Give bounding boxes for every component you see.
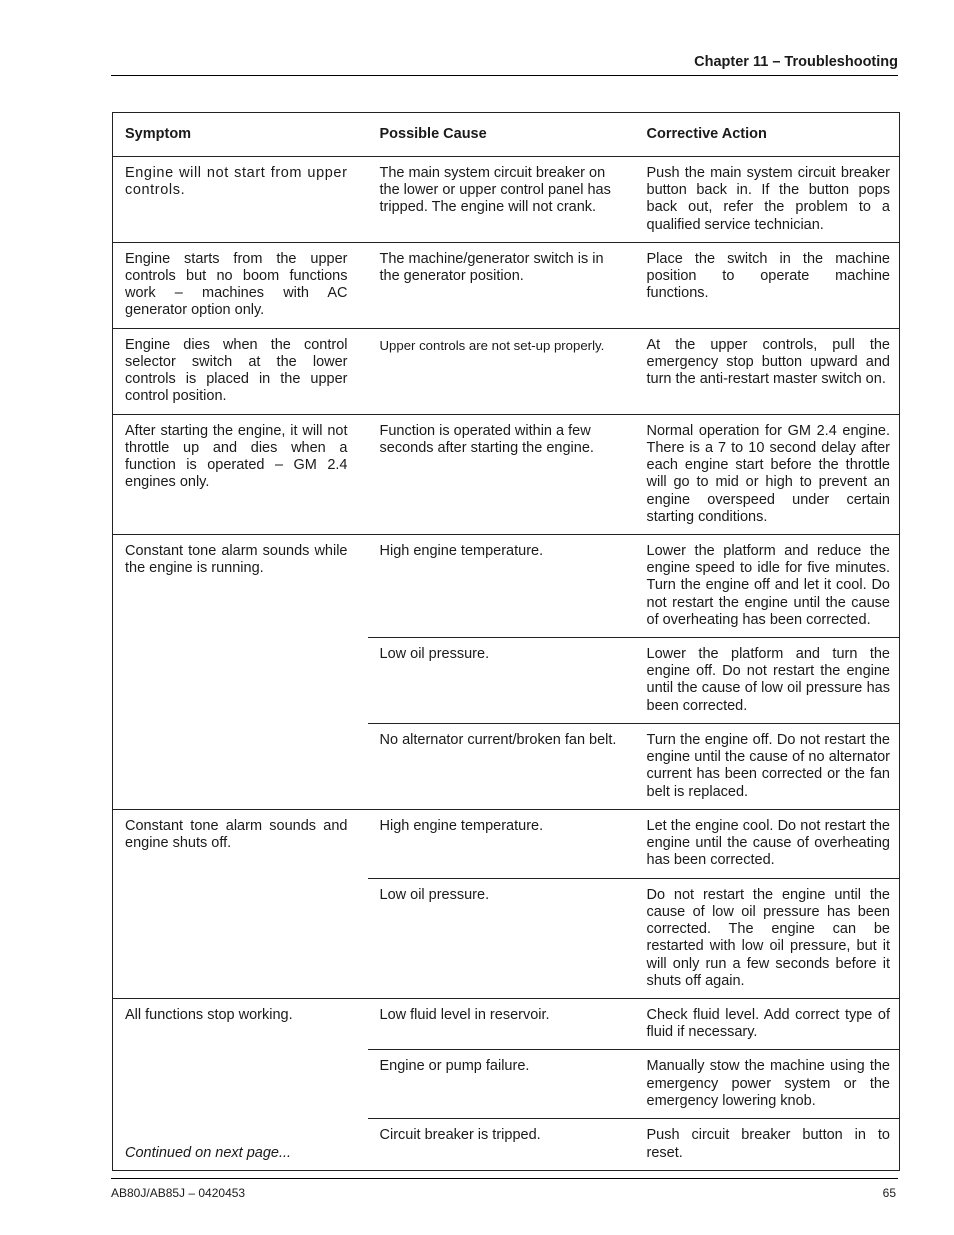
cause-cell: Low oil pressure.	[368, 878, 635, 998]
action-cell: Do not restart the engine until the cause of low oil pressure has been corrected. The engine can be restarted with low oil pressure, but it will only run a few seconds before it shuts off again.	[635, 878, 900, 998]
column-header-action: Corrective Action	[635, 113, 900, 157]
header-rule	[111, 75, 898, 76]
symptom-cell: Engine dies when the control selector switch at the lower controls is placed in the upper control position.	[113, 328, 368, 414]
symptom-cell: Engine will not start from upper controls.	[113, 157, 368, 243]
symptom-cell: Constant tone alarm sounds while the engine is running.	[113, 535, 368, 810]
cause-cell: Low oil pressure.	[368, 638, 635, 724]
cause-cell: Circuit breaker is tripped.	[379, 1127, 541, 1144]
page-number: 65	[882, 1186, 896, 1200]
cause-cell: The machine/generator switch is in the generator position.	[368, 242, 635, 328]
action-cell: At the upper controls, pull the emergency stop button upward and turn the anti-restart master switch on.	[635, 328, 900, 414]
table-row	[113, 157, 900, 243]
action-cell: Let the engine cool. Do not restart the engine until the cause of overheating has been corrected.	[635, 809, 900, 878]
table-header-row	[113, 113, 900, 157]
action-cell: Manually stow the machine using the emergency power system or the emergency lowering knob.	[635, 1050, 900, 1119]
continued-note: Continued on next page...	[125, 1144, 292, 1161]
table-row	[113, 242, 900, 328]
cause-cell: The main system circuit breaker on the lower or upper control panel has tripped. The engine will not crank.	[368, 157, 635, 243]
cause-cell: High engine temperature.	[368, 809, 635, 878]
cause-cell: Function is operated within a few seconds after starting the engine.	[368, 414, 635, 534]
action-cell: Lower the platform and reduce the engine speed to idle for five minutes. Turn the engine off and let it cool. Do not restart the engine until the cause of overheating has been corrected.	[635, 535, 900, 638]
symptom-text: All functions stop working.	[125, 1007, 293, 1024]
table-row	[113, 535, 900, 638]
table-row	[113, 328, 900, 414]
cause-cell: Upper controls are not set-up properly.	[368, 328, 635, 414]
symptom-cell: Engine starts from the upper controls but no boom functions work – machines with AC generator option only.	[113, 242, 368, 328]
table-row	[113, 999, 900, 1050]
document-id: AB80J/AB85J – 0420453	[111, 1186, 246, 1200]
column-header-symptom: Symptom	[113, 113, 368, 157]
action-cell: Place the switch in the machine position to operate machine functions.	[635, 242, 900, 328]
cause-cell: No alternator current/broken fan belt.	[368, 724, 635, 810]
cause-cell: Low fluid level in reservoir.	[368, 999, 635, 1050]
symptom-cell: Constant tone alarm sounds and engine shuts off.	[113, 809, 368, 998]
action-cell: Push circuit breaker button in to reset.	[646, 1127, 890, 1161]
column-header-cause: Possible Cause	[368, 113, 635, 157]
table-row	[113, 809, 900, 878]
action-cell: Turn the engine off. Do not restart the engine until the cause of no alternator current has been corrected or the fan belt is replaced.	[635, 724, 900, 810]
cause-cell: High engine temperature.	[368, 535, 635, 638]
action-cell: Lower the platform and turn the engine off. Do not restart the engine until the cause of low oil pressure has been corrected.	[635, 638, 900, 724]
action-cell: Normal operation for GM 2.4 engine. There is a 7 to 10 second delay after each engine start before the throttle will go to mid or high to prevent an engine overspeed under certain starting conditions.	[635, 414, 900, 534]
symptom-cell	[113, 999, 368, 1171]
action-cell: Push the main system circuit breaker button back in. If the button pops back out, refer the problem to a qualified service technician.	[635, 157, 900, 243]
footer-rule	[111, 1178, 898, 1179]
chapter-heading: Chapter 11 – Troubleshooting	[694, 54, 898, 70]
troubleshooting-table	[112, 112, 900, 1171]
table-row	[113, 414, 900, 534]
symptom-cell: After starting the engine, it will not throttle up and dies when a function is operated – GM 2.4 engines only.	[113, 414, 368, 534]
action-cell: Check fluid level. Add correct type of fluid if necessary.	[635, 999, 900, 1050]
cause-cell: Engine or pump failure.	[368, 1050, 635, 1119]
